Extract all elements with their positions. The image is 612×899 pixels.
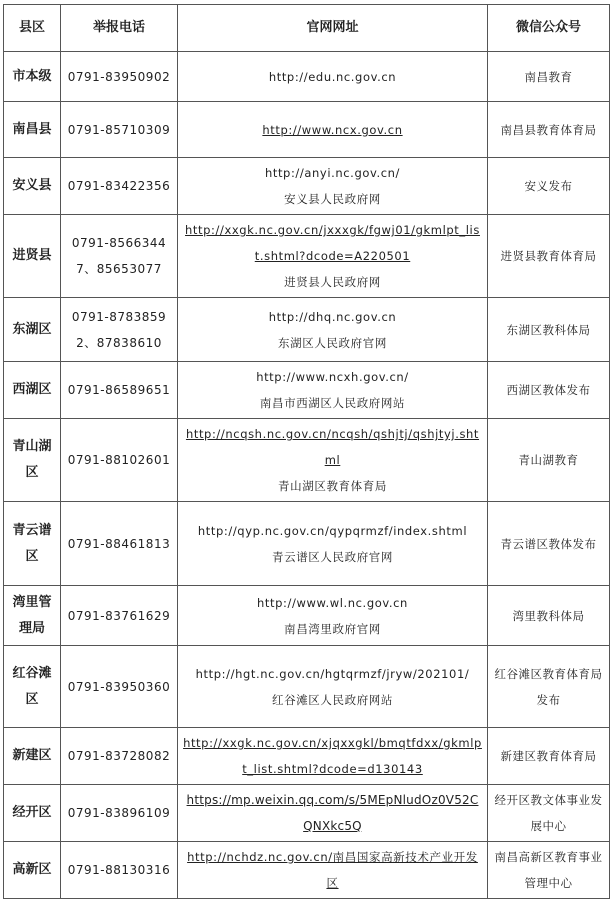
wechat-cell: 经开区教文体事业发展中心 — [488, 785, 610, 842]
url-cell — [178, 362, 488, 419]
site-name: 南昌湾里政府官网 — [284, 621, 381, 636]
url-link[interactable]: http://qyp.nc.gov.cn/qypqrmzf/index.shtml — [197, 523, 468, 538]
phone-cell: 0791-83422356 — [61, 158, 178, 215]
header-row — [4, 5, 610, 52]
county-cell: 青云谱区 — [4, 502, 61, 586]
url-link[interactable]: http://www.ncx.gov.cn — [262, 122, 403, 137]
wechat-cell: 南昌教育 — [488, 52, 610, 102]
county-cell: 东湖区 — [4, 298, 61, 362]
wechat-cell: 南昌县教育体育局 — [488, 102, 610, 158]
site-name: 南昌市西湖区人民政府网站 — [259, 396, 406, 410]
phone-cell: 0791-83761629 — [61, 586, 178, 646]
url-link[interactable]: http://hgt.nc.gov.cn/hgtqrmzf/jryw/202101/ — [195, 666, 470, 681]
table-row — [4, 502, 610, 586]
url-cell — [178, 586, 488, 646]
wechat-cell: 青山湖教育 — [488, 419, 610, 502]
table-row — [4, 158, 610, 215]
header-url: 官网网址 — [178, 5, 488, 52]
url-cell — [178, 646, 488, 728]
table-row — [4, 102, 610, 158]
table-row — [4, 586, 610, 646]
wechat-cell: 新建区教育体育局 — [488, 728, 610, 785]
site-name: 进贤县人民政府网 — [284, 275, 381, 289]
header-phone: 举报电话 — [61, 5, 178, 52]
url-link[interactable]: http://www.wl.nc.gov.cn — [257, 595, 408, 610]
table-row — [4, 842, 610, 899]
county-cell: 高新区 — [4, 842, 61, 899]
url-link[interactable]: http://xxgk.nc.gov.cn/xjqxxgkl/bmqtfdxx/gkmlpt_list.shtml?dcode=d130143 — [183, 736, 482, 776]
table-row — [4, 298, 610, 362]
county-cell: 南昌县 — [4, 102, 61, 158]
county-cell: 西湖区 — [4, 362, 61, 419]
url-link[interactable]: http://nchdz.nc.gov.cn/南昌国家高新技术产业开发区 — [187, 850, 478, 890]
url-cell — [178, 215, 488, 298]
url-cell — [178, 102, 488, 158]
url-cell — [178, 842, 488, 899]
county-cell: 市本级 — [4, 52, 61, 102]
phone-cell: 0791-83950360 — [61, 646, 178, 728]
url-cell — [178, 502, 488, 586]
wechat-cell: 南昌高新区教育事业管理中心 — [488, 842, 610, 899]
table-row — [4, 728, 610, 785]
site-name: 东湖区人民政府官网 — [278, 335, 387, 350]
header-wechat: 微信公众号 — [488, 5, 610, 52]
table-row — [4, 215, 610, 298]
county-cell: 安义县 — [4, 158, 61, 215]
wechat-cell: 进贤县教育体育局 — [488, 215, 610, 298]
wechat-cell: 青云谱区教体发布 — [488, 502, 610, 586]
wechat-cell: 安义发布 — [488, 158, 610, 215]
county-cell: 红谷滩区 — [4, 646, 61, 728]
url-link[interactable]: https://mp.weixin.qq.com/s/5MEpNludOz0V52CQNXkc5Q — [186, 793, 479, 833]
phone-cell: 0791-88461813 — [61, 502, 178, 586]
header-county: 县区 — [4, 5, 61, 52]
url-cell — [178, 419, 488, 502]
county-cell: 进贤县 — [4, 215, 61, 298]
site-name: 青云谱区人民政府官网 — [272, 549, 393, 564]
phone-cell: 0791-85710309 — [61, 102, 178, 158]
phone-cell: 0791-88130316 — [61, 842, 178, 899]
phone-cell: 0791-83950902 — [61, 52, 178, 102]
wechat-cell: 东湖区教科体局 — [488, 298, 610, 362]
site-name: 红谷滩区人民政府网站 — [272, 692, 393, 707]
table-row — [4, 419, 610, 502]
url-link[interactable]: http://www.ncxh.gov.cn/ — [256, 370, 409, 384]
url-link[interactable]: http://dhq.nc.gov.cn — [268, 309, 397, 324]
phone-cell: 0791-85663447、85653077 — [61, 215, 178, 298]
wechat-cell: 红谷滩区教育体育局发布 — [488, 646, 610, 728]
url-cell — [178, 298, 488, 362]
url-link[interactable]: http://ncqsh.nc.gov.cn/ncqsh/qshjtj/qshjtyj.shtml — [185, 427, 480, 467]
reporting-table — [3, 4, 610, 899]
county-cell: 新建区 — [4, 728, 61, 785]
table-row — [4, 362, 610, 419]
county-cell: 湾里管理局 — [4, 586, 61, 646]
phone-cell: 0791-83896109 — [61, 785, 178, 842]
url-cell — [178, 158, 488, 215]
wechat-cell: 湾里教科体局 — [488, 586, 610, 646]
site-name: 安义县人民政府网 — [284, 192, 381, 206]
url-link[interactable]: http://xxgk.nc.gov.cn/jxxxgk/fgwj01/gkmlpt_list.shtml?dcode=A220501 — [185, 223, 480, 263]
url-cell — [178, 52, 488, 102]
phone-cell: 0791-87838592、87838610 — [61, 298, 178, 362]
site-name: 青山湖区教育体育局 — [278, 479, 387, 493]
county-cell: 经开区 — [4, 785, 61, 842]
url-link[interactable]: http://anyi.nc.gov.cn/ — [264, 166, 401, 180]
wechat-cell: 西湖区教体发布 — [488, 362, 610, 419]
url-cell — [178, 785, 488, 842]
url-link[interactable]: http://edu.nc.gov.cn — [268, 69, 397, 84]
table-row — [4, 52, 610, 102]
phone-cell: 0791-83728082 — [61, 728, 178, 785]
table-row — [4, 785, 610, 842]
county-cell: 青山湖区 — [4, 419, 61, 502]
phone-cell: 0791-88102601 — [61, 419, 178, 502]
url-cell — [178, 728, 488, 785]
table-row — [4, 646, 610, 728]
phone-cell: 0791-86589651 — [61, 362, 178, 419]
